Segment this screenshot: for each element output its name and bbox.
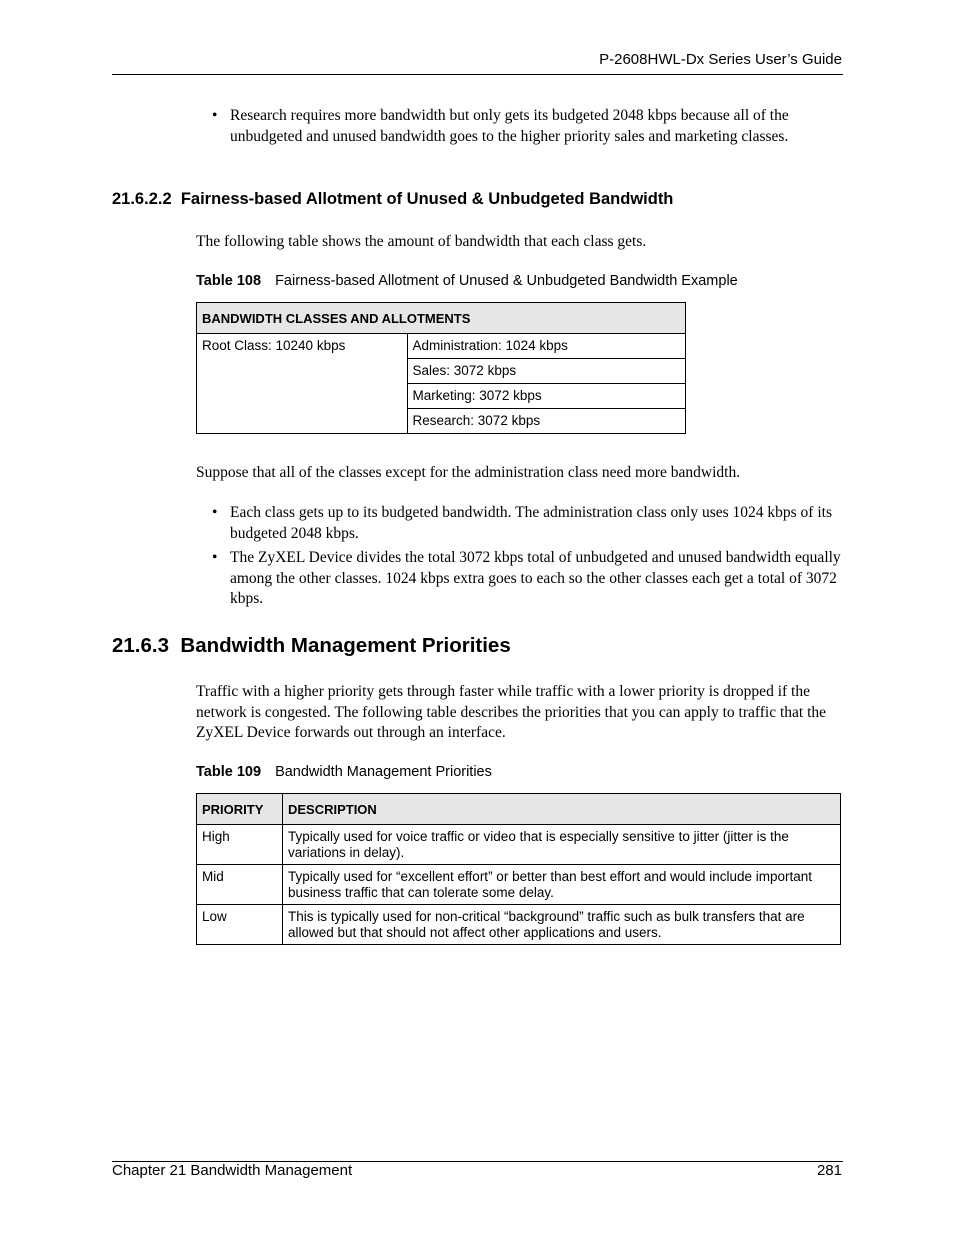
priority-cell: Low	[197, 905, 283, 945]
bullet-icon: •	[212, 107, 218, 124]
section-number: 21.6.2.2	[112, 190, 172, 208]
bullet-icon: •	[212, 549, 218, 566]
table-row	[197, 334, 686, 359]
list-item	[212, 503, 842, 544]
table-label: Table 108	[196, 273, 262, 289]
table-header-row	[197, 303, 686, 334]
table-bandwidth-classes	[196, 302, 686, 434]
class-cell: Research: 3072 kbps	[407, 409, 685, 434]
table-caption-109	[196, 764, 492, 780]
table-caption-108	[196, 273, 738, 289]
priority-cell: High	[197, 825, 283, 865]
table-row	[197, 825, 841, 865]
page-number: 281	[816, 1162, 842, 1179]
table-row	[197, 865, 841, 905]
footer-chapter: Chapter 21 Bandwidth Management	[112, 1162, 353, 1179]
description-cell: Typically used for “excellent effort” or better than best effort and would include important business traffic that can tolerate some delay.	[282, 865, 840, 905]
table-header-row	[197, 794, 841, 825]
section-heading-21-6-3	[112, 634, 511, 658]
table-priorities	[196, 793, 841, 945]
section-title: Fairness-based Allotment of Unused & Unbudgeted Bandwidth	[180, 190, 674, 208]
header-divider	[112, 74, 843, 75]
paragraph: Suppose that all of the classes except for the administration class need more bandwidth.	[196, 464, 741, 481]
paragraph: The following table shows the amount of bandwidth that each class gets.	[196, 233, 647, 250]
description-cell: Typically used for voice traffic or video that is especially sensitive to jitter (jitter is the variations in delay).	[282, 825, 840, 865]
class-cell: Sales: 3072 kbps	[407, 359, 685, 384]
section-number: 21.6.3	[112, 634, 169, 657]
list-item	[212, 548, 842, 610]
table-header-cell: BANDWIDTH CLASSES AND ALLOTMENTS	[197, 303, 686, 334]
priority-cell: Mid	[197, 865, 283, 905]
priority-column-header: PRIORITY	[197, 794, 283, 825]
root-class-cell: Root Class: 10240 kbps	[197, 334, 408, 434]
bullet-text: Research requires more bandwidth but only gets its budgeted 2048 kbps because all of the unbudgeted and unused bandwidth goes to the higher priority sales and marketing classes.	[230, 107, 789, 145]
section-heading-21-6-2-2	[112, 190, 673, 209]
page-header-title: P-2608HWL-Dx Series User’s Guide	[599, 51, 842, 68]
description-column-header: DESCRIPTION	[282, 794, 840, 825]
list-item	[212, 106, 842, 147]
paragraph: Traffic with a higher priority gets through faster while traffic with a lower priority is dropped if the network is congested. The following table describes the priorities that you can apply to traffic that the ZyXEL Device forwards out through an interface.	[196, 683, 827, 741]
section-title: Bandwidth Management Priorities	[180, 634, 511, 657]
bullet-text: The ZyXEL Device divides the total 3072 kbps total of unbudgeted and unused bandwidth equally among the other classes. 1024 kbps extra goes to each so the other classes each get a total of 3072 kbps.	[230, 549, 841, 607]
table-label: Table 109	[196, 764, 262, 780]
bullet-text: Each class gets up to its budgeted bandwidth. The administration class only uses 1024 kbps of its budgeted 2048 kbps.	[230, 504, 832, 542]
class-cell: Administration: 1024 kbps	[407, 334, 685, 359]
table-caption-text: Bandwidth Management Priorities	[275, 764, 492, 780]
table-caption-text: Fairness-based Allotment of Unused & Unbudgeted Bandwidth Example	[275, 273, 738, 289]
class-cell: Marketing: 3072 kbps	[407, 384, 685, 409]
table-row	[197, 905, 841, 945]
bullet-icon: •	[212, 504, 218, 521]
description-cell: This is typically used for non-critical “background” traffic such as bulk transfers that are allowed but that should not affect other applications and users.	[282, 905, 840, 945]
